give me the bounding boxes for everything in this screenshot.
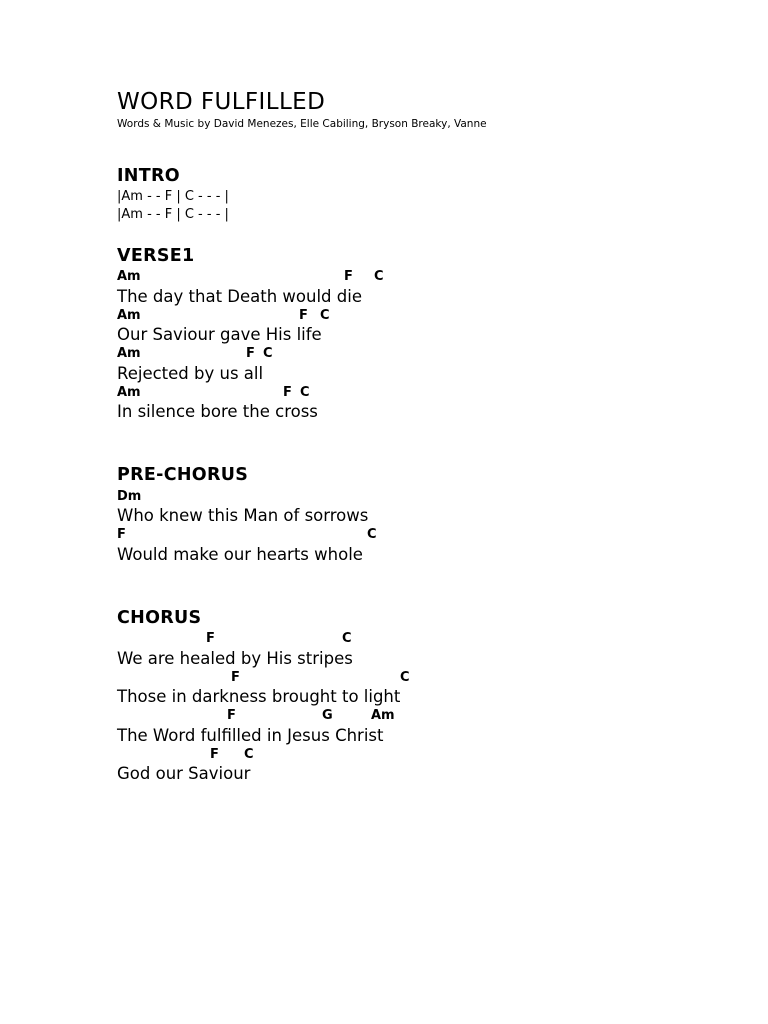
chord: C [367,527,377,542]
chord: F [206,631,215,646]
song-sheet [117,0,737,1024]
chord-line [117,708,717,724]
lyric-line: Who knew this Man of sorrows [117,506,369,525]
chord-line [117,670,717,686]
lyric-line: Rejected by us all [117,364,264,383]
chord: Am [117,346,141,361]
chord-line [117,346,717,362]
chord: F [344,269,353,284]
chord: F [231,670,240,685]
lyric-line: We are healed by His stripes [117,649,353,668]
lyric-line: The day that Death would die [117,287,362,306]
chord: Am [371,708,395,723]
intro-heading: INTRO [117,166,180,186]
lyric-line: Those in darkness brought to light [117,687,401,706]
lyric-line: God our Saviour [117,764,251,783]
chord: F [210,747,219,762]
chord: F [117,527,126,542]
lyric-line: Would make our hearts whole [117,545,363,564]
chord-line [117,527,717,543]
song-title: WORD FULFILLED [117,89,326,115]
chord: F [283,385,292,400]
chord: C [244,747,254,762]
chord-line [117,631,717,647]
chord: Dm [117,489,142,504]
intro-line: |Am - - F | C - - - | [117,207,229,222]
chord: Am [117,269,141,284]
chord: Am [117,308,141,323]
chord-line [117,489,717,505]
lyric-line: Our Saviour gave His life [117,325,322,344]
prechorus-heading: PRE-CHORUS [117,465,249,485]
chord: F [299,308,308,323]
chord: C [374,269,384,284]
chord-line [117,308,717,324]
verse1-heading: VERSE1 [117,246,195,266]
chord: C [320,308,330,323]
lyric-line: The Word fulfilled in Jesus Christ [117,726,384,745]
chord: C [300,385,310,400]
chord-line [117,269,717,285]
chord: F [227,708,236,723]
chord: C [263,346,273,361]
song-credits: Words & Music by David Menezes, Elle Cabiling, Bryson Breaky, Vanne [117,118,487,130]
chord: G [322,708,333,723]
chorus-heading: CHORUS [117,608,202,628]
chord-line [117,747,717,763]
chord: F [246,346,255,361]
chord: Am [117,385,141,400]
intro-line: |Am - - F | C - - - | [117,189,229,204]
chord-line [117,385,717,401]
chord: C [342,631,352,646]
lyric-line: In silence bore the cross [117,402,318,421]
chord: C [400,670,410,685]
